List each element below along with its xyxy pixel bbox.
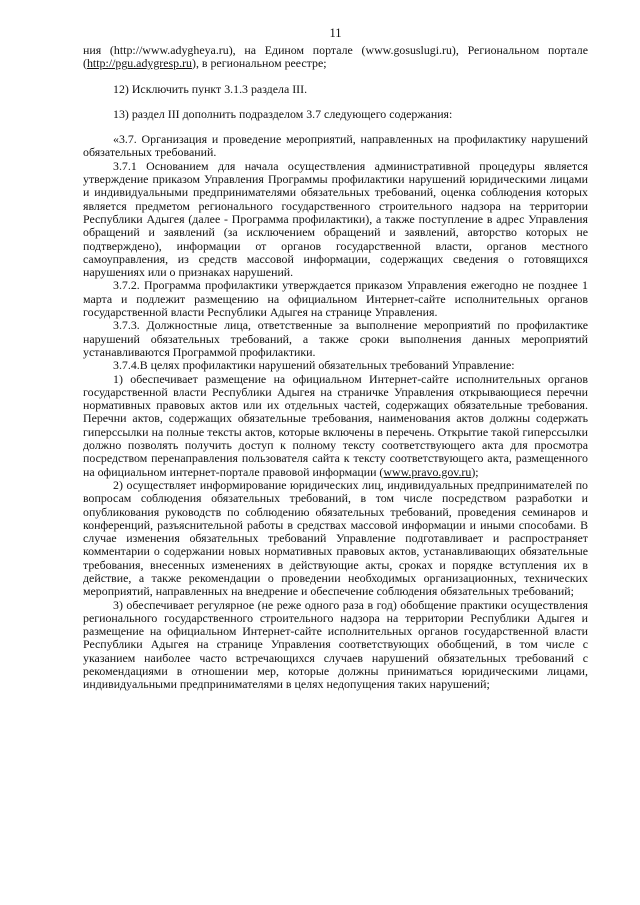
subitem-1 [83, 373, 588, 479]
pravo-link[interactable]: www.pravo.gov.ru [383, 464, 472, 479]
item-12: 12) Исключить пункт 3.1.3 раздела III. [113, 81, 308, 96]
pgu-link[interactable]: http://pgu.adygresp.ru [86, 56, 192, 71]
subitem-1-text-end: ); [471, 464, 479, 479]
paragraph-3-7-4: 3.7.4.В целях профилактики нарушений обязательных требований Управление: [113, 358, 515, 373]
subitem-1-text: 1) обеспечивает размещение на официальном Интернет-сайте исполнительных органов государственной власти Республики Адыгея на страничке Управления открывающиеся перечни нормативных правовых актов или их отдельных частей, содержащих обязательные требования. Перечни актов, содержащих обязательные требования, наименования актов должны содержать гиперссылки на полные тексты актов, которые включены в перечень. Открытие такой гиперссылки должно позволять получить доступ к полному тексту соответствующего акта для просмотра посредством перенаправления пользователя сайта к тексту соответствующего акта, размещенного на официальном интернет-портале правовой информации ( [83, 371, 588, 479]
paragraph-3-7-1: 3.7.1 Основанием для начала осуществления административной процедуры является утверждение приказом Управления Программы профилактики нарушений юридическими лицами и индивидуальными предпринимателями обязательных требований, оценка соблюдения которых является предметом регионального государственного строительного надзора на территории Республики Адыгея (далее - Программа профилактики), а также поступление в адрес Управления обращений и заявлений (за исключением обращений и заявлений, авторство которых не подтверждено), информации от органов государственной власти, органов местного самоуправления, из средств массовой информации, содержащих сведения о готовящихся нарушениях или о признаках нарушений. [83, 158, 588, 280]
paragraph-3-7-2: 3.7.2. Программа профилактики утверждается приказом Управления ежегодно не позднее 1 марта и подлежит размещению на официальном Интернет-сайте исполнительных органов государственной власти Республики Адыгея на странице Управления. [83, 278, 588, 320]
continuation-text: ния (http://www.adygheya.ru), на Едином портале (www.gosuslugi.ru), Региональном портале ( [83, 43, 588, 71]
page-number: 11 [329, 26, 342, 40]
subitem-3: 3) обеспечивает регулярное (не реже одного раза в год) обобщение практики осуществления регионального государственного строительного надзора на территории Республики Адыгея и размещение на официальном Интернет-сайте исполнительных органов государственной власти Республики Адыгея на странице Управления соответствующих обобщений, в том числе с указанием наиболее часто встречающихся случаев нарушений обязательных требований с рекомендациями в отношении мер, которые должны приниматься юридическими лицами, индивидуальными предпринимателями в целях недопущения таких нарушений; [83, 597, 588, 692]
item-13: 13) раздел III дополнить подразделом 3.7 следующего содержания: [113, 106, 453, 121]
continuation-paragraph [83, 44, 588, 71]
subitem-2: 2) осуществляет информирование юридических лиц, индивидуальных предпринимателей по вопросам соблюдения обязательных требований, в том числе посредством разработки и опубликования руководств по соблюдению обязательных требований, проведения семинаров и конференций, разъяснительной работы в средствах массовой информации и иными способами. В случае изменения обязательных требований Управление подготавливает и распространяет комментарии о содержании новых нормативных правовых актов, устанавливающих обязательные требования, внесенных изменениях в действующие акты, сроках и порядке вступления их в действие, а также рекомендации о проведении необходимых организационных, технических мероприятий, направленных на внедрение и обеспечение соблюдения обязательных требований; [83, 477, 588, 599]
section-3-7-title: «3.7. Организация и проведение мероприятий, направленных на профилактику нарушений обязательных требований. [83, 132, 588, 160]
continuation-text-end: ), в региональном реестре; [192, 56, 327, 71]
paragraph-3-7-3: 3.7.3. Должностные лица, ответственные за выполнение мероприятий по профилактике нарушений обязательных требований, а также сроки выполнения данных мероприятий устанавливаются Программой профилактики. [83, 318, 588, 359]
